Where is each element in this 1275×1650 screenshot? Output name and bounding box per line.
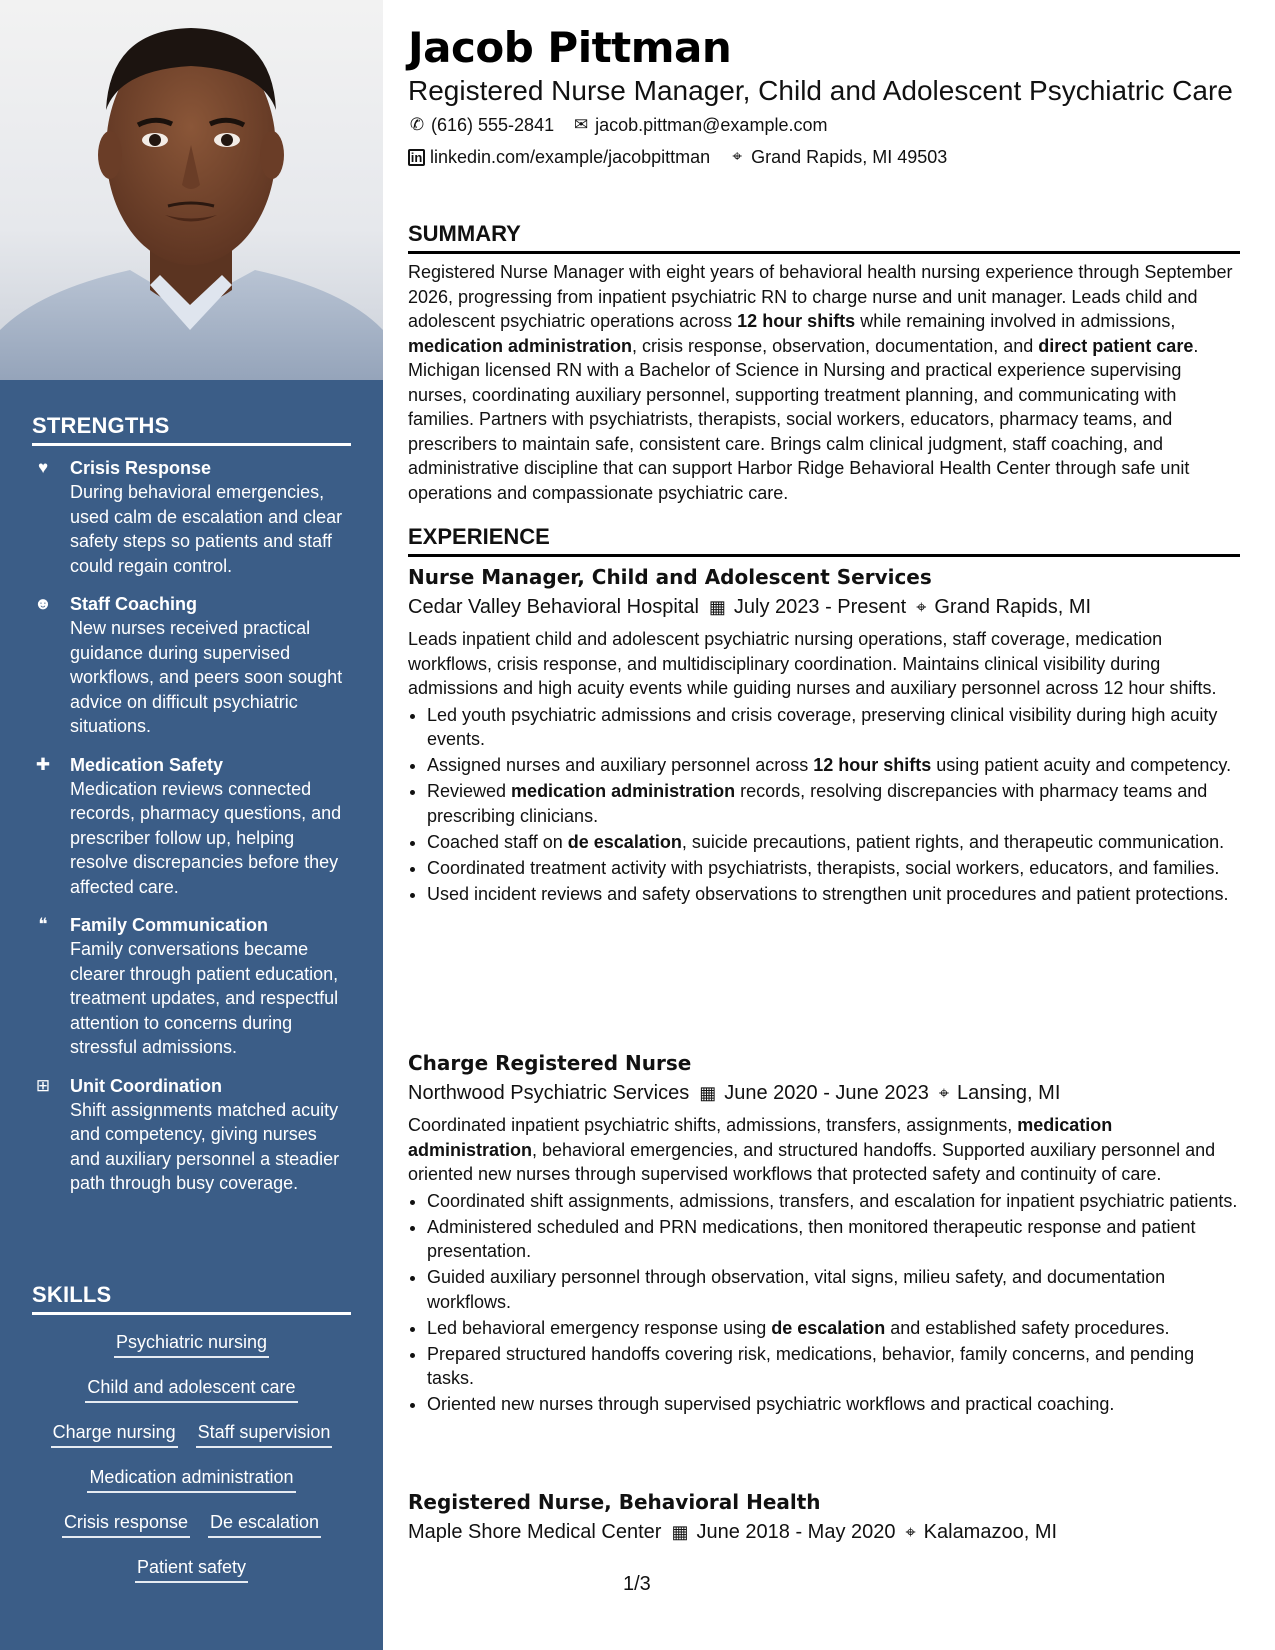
job-title: Nurse Manager, Child and Adolescent Services	[408, 565, 932, 589]
text-run: Coordinated treatment activity with psychiatrists, therapists, social workers, educators, and families.	[427, 857, 1220, 878]
bullet-item	[427, 779, 1240, 828]
skills-list	[32, 1325, 351, 1583]
text-run: , crisis response, observation, documentation, and	[632, 335, 1039, 356]
job-meta	[408, 1518, 1240, 1546]
dates-text: June 2020 - June 2023	[724, 1082, 929, 1104]
text-run: . Michigan licensed RN with a Bachelor of Science in Nursing and practical experience supervising nurses, coordinating auxiliary personnel, supporting treatment planning, and communicating with families. Partners with psychiatrists, therapists, social workers, educators, pharmacy teams, and prescribers to maintain safe, consistent care. Brings calm clinical judgment, staff coaching, and administrative discipline that can support Harbor Ridge Behavioral Health Center through safe unit operations and compassionate psychiatric care.	[408, 335, 1199, 503]
email-text[interactable]: jacob.pittman@example.com	[595, 115, 828, 135]
page-number: 1/3	[623, 1573, 651, 1595]
profile-photo	[0, 0, 383, 380]
strength-desc: New nurses received practical guidance during supervised workflows, and peers soon sought advice on difficult psychiatric situations.	[70, 618, 343, 736]
calendar-icon: ▦	[699, 1083, 717, 1103]
job-entry	[408, 1488, 1240, 1552]
contact-row-2	[408, 145, 947, 169]
job-dates	[671, 1518, 895, 1546]
strength-item	[32, 913, 351, 1060]
phone-text: (616) 555-2841	[431, 115, 555, 135]
bold-text: 12 hour shifts	[813, 755, 932, 775]
envelope-icon: ✉	[573, 115, 589, 134]
location-text: Lansing, MI	[956, 1082, 1061, 1104]
strengths-list	[32, 456, 351, 1196]
strengths-heading: STRENGTHS	[32, 413, 351, 446]
skill-tag: Patient safety	[135, 1555, 248, 1583]
text-run: Prepared structured handoffs covering risk, medications, behavior, family concerns, and pending tasks.	[427, 1343, 1195, 1388]
strength-title: Medication Safety	[70, 754, 224, 775]
strength-item	[32, 1074, 351, 1196]
text-run: Oriented new nurses through supervised psychiatric workflows and practical coaching.	[427, 1394, 1115, 1414]
job-entry	[408, 1049, 1240, 1418]
bold-text: direct patient care	[1038, 335, 1194, 356]
bold-text: de escalation	[771, 1317, 886, 1338]
bold-text: 12 hour shifts	[737, 311, 856, 331]
text-run: records, resolving discrepancies with pharmacy teams and prescribing clinicians.	[427, 781, 1208, 826]
text-run: Used incident reviews and safety observations to strengthen unit procedures and patient protections.	[427, 883, 1229, 904]
text-run: Assigned nurses and auxiliary personnel across	[427, 755, 814, 775]
text-run: Registered Nurse Manager with eight years of behavioral health nursing experience through September 2026, progressing from inpatient psychiatric RN to charge nurse and unit manager. Leads child and adolescent psychiatric operations across	[408, 262, 1233, 331]
job-bullets	[408, 1189, 1240, 1417]
candidate-title: Registered Nurse Manager, Child and Adolescent Psychiatric Care	[408, 75, 1233, 106]
text-run: Coordinated shift assignments, admissions, transfers, and escalation for inpatient psychiatric patients.	[427, 1190, 1238, 1211]
skills-row	[32, 1330, 351, 1358]
candidate-name: Jacob Pittman	[408, 23, 732, 72]
text-run: while remaining involved in admissions,	[855, 311, 1176, 331]
map-pin-icon: ⌖	[905, 1522, 916, 1542]
linkedin-text[interactable]: linkedin.com/example/jacobpittman	[430, 147, 711, 167]
text-run: Led youth psychiatric admissions and crisis coverage, preserving clinical visibility during high acuity events.	[427, 704, 1218, 749]
text-run: Led behavioral emergency response using	[427, 1317, 772, 1338]
skills-row	[32, 1375, 351, 1403]
skills-row	[32, 1510, 351, 1538]
bold-text: medication administration	[511, 781, 736, 801]
job-title: Charge Registered Nurse	[408, 1051, 692, 1075]
skill-tag: Psychiatric nursing	[114, 1330, 269, 1358]
map-pin-icon: ⌖	[916, 597, 927, 617]
skills-section	[32, 1282, 351, 1600]
linkedin-item[interactable]	[408, 145, 710, 169]
text-run: , behavioral emergencies, and structured handoffs. Supported auxiliary personnel and oriented new nurses through supervised workflows that protected safety and continuity of care.	[408, 1139, 1216, 1184]
dates-text: June 2018 - May 2020	[696, 1521, 896, 1543]
bullet-item	[427, 830, 1240, 855]
job-description	[408, 1113, 1240, 1187]
skill-tag: Staff supervision	[196, 1420, 333, 1448]
calendar-icon: ▦	[708, 597, 726, 617]
job-location	[939, 1079, 1061, 1107]
text-run: Reviewed	[427, 781, 512, 801]
bullet-item	[427, 753, 1240, 778]
skill-tag: De escalation	[208, 1510, 321, 1538]
job-bullets	[408, 703, 1240, 907]
strength-desc: Medication reviews connected records, pharmacy questions, and prescriber follow up, helping resolve discrepancies before they affected care.	[70, 778, 342, 897]
bullet-item	[427, 1316, 1240, 1341]
strength-desc: Shift assignments matched acuity and competency, giving nurses and auxiliary personnel a steadier path through busy coverage.	[70, 1099, 340, 1193]
bullet-item	[427, 856, 1240, 881]
skill-tag: Medication administration	[87, 1465, 295, 1493]
strength-item	[32, 753, 351, 900]
dates-text: July 2023 - Present	[733, 596, 907, 618]
linkedin-icon: in	[408, 149, 425, 166]
skill-tag: Crisis response	[62, 1510, 190, 1538]
job-meta	[408, 593, 1240, 621]
location-text: Kalamazoo, MI	[923, 1521, 1058, 1543]
contact-row-1	[408, 113, 827, 137]
job-location	[906, 1518, 1058, 1546]
strength-desc: Family conversations became clearer through patient education, treatment updates, and respectful attention to concerns during stressful admissions.	[70, 939, 339, 1057]
skills-row	[32, 1420, 351, 1448]
strength-desc: During behavioral emergencies, used calm de escalation and clear safety steps so patients and staff could regain control.	[70, 482, 343, 576]
job-location	[916, 593, 1091, 621]
job-dates	[699, 1079, 929, 1107]
skill-tag: Charge nursing	[51, 1420, 178, 1448]
bullet-item	[427, 1342, 1240, 1391]
medical-kit-icon: ✚	[35, 754, 51, 774]
location-item	[728, 145, 947, 169]
bullet-item	[427, 703, 1240, 752]
bullet-item	[427, 1189, 1240, 1214]
skills-row	[32, 1555, 351, 1583]
summary-heading: SUMMARY	[408, 220, 1240, 254]
text-run: Guided auxiliary personnel through observation, vital signs, milieu safety, and documentation workflows.	[427, 1267, 1166, 1312]
text-run: Administered scheduled and PRN medications, then monitored therapeutic response and patient presentation.	[427, 1216, 1196, 1261]
strength-title: Crisis Response	[70, 458, 212, 478]
text-run: and established safety procedures.	[885, 1317, 1170, 1338]
strength-title: Family Communication	[70, 915, 269, 935]
bullet-item	[427, 882, 1240, 907]
bold-text: medication administration	[408, 335, 633, 356]
job-dates	[709, 593, 906, 621]
text-run: Leads inpatient child and adolescent psychiatric nursing operations, staff coverage, medication workflows, crisis response, and multidisciplinary coordination. Maintains clinical visibility during admissions and high acuity events while guiding nurses and auxiliary personnel across 12 hour shifts.	[408, 629, 1217, 698]
map-pin-icon: ⌖	[732, 147, 742, 166]
skills-row	[32, 1465, 351, 1493]
experience-heading: EXPERIENCE	[408, 523, 1240, 557]
text-run: Coordinated inpatient psychiatric shifts, admissions, transfers, assignments,	[408, 1115, 1018, 1135]
strength-title: Unit Coordination	[70, 1075, 222, 1096]
job-title: Registered Nurse, Behavioral Health	[408, 1490, 821, 1514]
calendar-icon: ▦	[671, 1522, 689, 1542]
company-name: Cedar Valley Behavioral Hospital	[408, 596, 699, 618]
text-run: using patient acuity and competency.	[931, 755, 1232, 775]
text-run: Coached staff on	[427, 831, 568, 852]
strength-item	[32, 592, 351, 739]
strengths-section	[32, 413, 351, 1210]
bold-text: medication administration	[408, 1115, 1113, 1160]
heart-pulse-icon: ♥	[37, 458, 49, 477]
skill-tag: Child and adolescent care	[85, 1375, 297, 1403]
company-name: Maple Shore Medical Center	[408, 1521, 662, 1543]
job-description	[408, 627, 1240, 701]
strength-title: Staff Coaching	[70, 594, 198, 614]
bullet-item	[427, 1392, 1240, 1417]
company-name: Northwood Psychiatric Services	[408, 1082, 690, 1104]
users-icon: ☻	[34, 594, 52, 613]
skills-heading: SKILLS	[32, 1282, 351, 1315]
map-pin-icon: ⌖	[938, 1083, 949, 1103]
job-entry	[408, 563, 1240, 908]
sitemap-icon: ⊞	[35, 1075, 51, 1095]
strength-item	[32, 456, 351, 578]
text-run: , suicide precautions, patient rights, and therapeutic communication.	[681, 831, 1225, 852]
location-text: Grand Rapids, MI 49503	[751, 147, 948, 167]
comments-icon: ❝	[38, 915, 48, 934]
bullet-item	[427, 1265, 1240, 1314]
summary-text	[408, 260, 1240, 505]
location-text: Grand Rapids, MI	[934, 596, 1092, 618]
job-meta	[408, 1079, 1240, 1107]
phone-icon: ✆	[409, 115, 425, 134]
email-item[interactable]	[572, 113, 827, 137]
phone-item	[408, 113, 554, 137]
bold-text: de escalation	[567, 831, 682, 852]
sidebar	[0, 0, 383, 1650]
bullet-item	[427, 1215, 1240, 1264]
